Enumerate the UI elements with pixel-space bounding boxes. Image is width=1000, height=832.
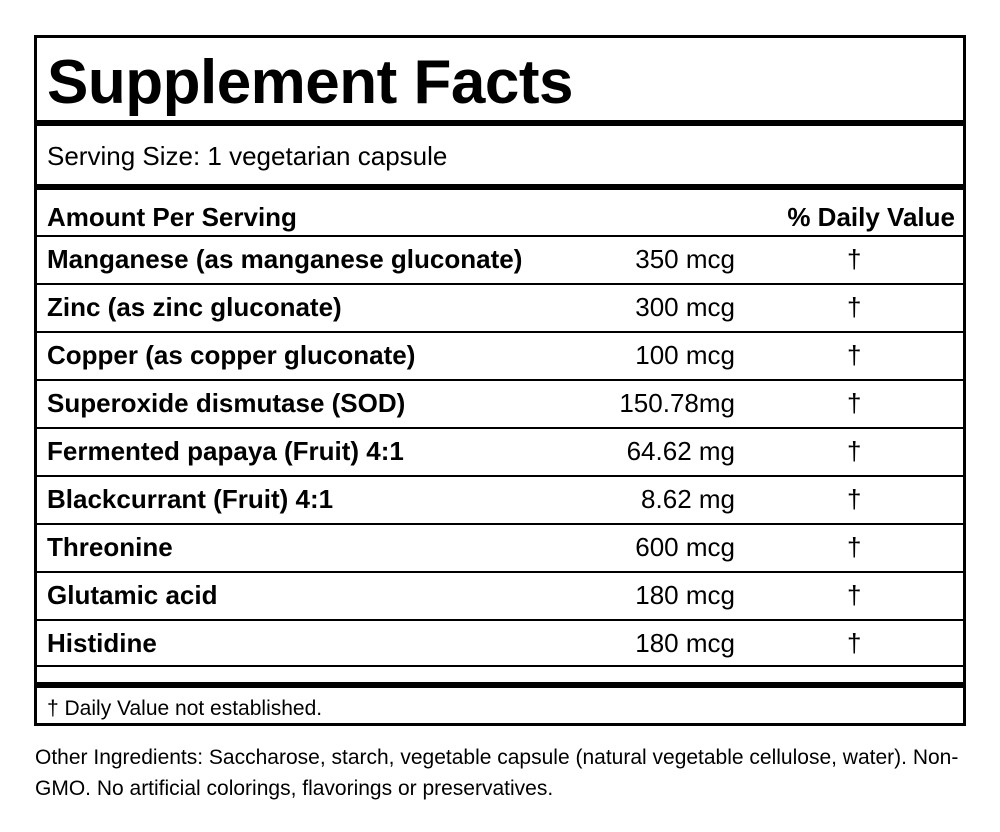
nutrient-amount: 350 mcg xyxy=(635,244,735,274)
nutrient-name: Blackcurrant (Fruit) 4:1 xyxy=(47,484,334,514)
serving-divider xyxy=(37,184,963,190)
nutrient-name: Zinc (as zinc gluconate) xyxy=(47,292,342,322)
nutrient-daily-value: † xyxy=(847,388,862,418)
supplement-facts-panel xyxy=(34,35,966,726)
nutrient-daily-value: † xyxy=(847,340,862,370)
nutrient-daily-value: † xyxy=(847,244,862,274)
nutrient-daily-value: † xyxy=(847,532,862,562)
nutrient-daily-value: † xyxy=(847,580,862,610)
nutrient-amount: 600 mcg xyxy=(635,532,735,562)
nutrient-table xyxy=(37,235,963,667)
nutrient-amount: 150.78mg xyxy=(619,388,735,418)
table-row xyxy=(37,235,963,283)
nutrient-daily-value: † xyxy=(847,484,862,514)
nutrient-name: Glutamic acid xyxy=(47,580,218,610)
nutrient-amount: 180 mcg xyxy=(635,628,735,658)
nutrient-amount: 300 mcg xyxy=(635,292,735,322)
other-ingredients: Other Ingredients: Saccharose, starch, vegetable capsule (natural vegetable cellulose, water). Non-GMO. No artificial colorings, flavorings or preservatives. xyxy=(35,746,959,800)
nutrient-name: Threonine xyxy=(47,532,173,562)
nutrient-name: Copper (as copper gluconate) xyxy=(47,340,416,370)
serving-size: Serving Size: 1 vegetarian capsule xyxy=(47,141,448,171)
table-row xyxy=(37,283,963,331)
table-row xyxy=(37,475,963,523)
footnote-divider xyxy=(37,682,963,688)
nutrient-name: Histidine xyxy=(47,628,157,658)
footnote: † Daily Value not established. xyxy=(47,697,323,720)
table-row xyxy=(37,619,963,667)
table-row xyxy=(37,427,963,475)
nutrient-daily-value: † xyxy=(847,292,862,322)
nutrient-amount: 8.62 mg xyxy=(641,484,735,514)
table-row xyxy=(37,523,963,571)
nutrient-name: Superoxide dismutase (SOD) xyxy=(47,388,406,418)
nutrient-amount: 64.62 mg xyxy=(626,436,735,466)
title-divider xyxy=(37,120,963,126)
nutrient-daily-value: † xyxy=(847,436,862,466)
table-row xyxy=(37,571,963,619)
label-title: Supplement Facts xyxy=(47,48,573,117)
table-row xyxy=(37,331,963,379)
nutrient-daily-value: † xyxy=(847,628,862,658)
nutrient-amount: 100 mcg xyxy=(635,340,735,370)
nutrient-name: Manganese (as manganese gluconate) xyxy=(47,244,523,274)
daily-value-header: % Daily Value xyxy=(787,202,955,232)
nutrient-amount: 180 mcg xyxy=(635,580,735,610)
amount-per-serving-header: Amount Per Serving xyxy=(47,202,297,232)
table-row xyxy=(37,379,963,427)
nutrient-name: Fermented papaya (Fruit) 4:1 xyxy=(47,436,404,466)
table-end-divider xyxy=(37,665,963,667)
